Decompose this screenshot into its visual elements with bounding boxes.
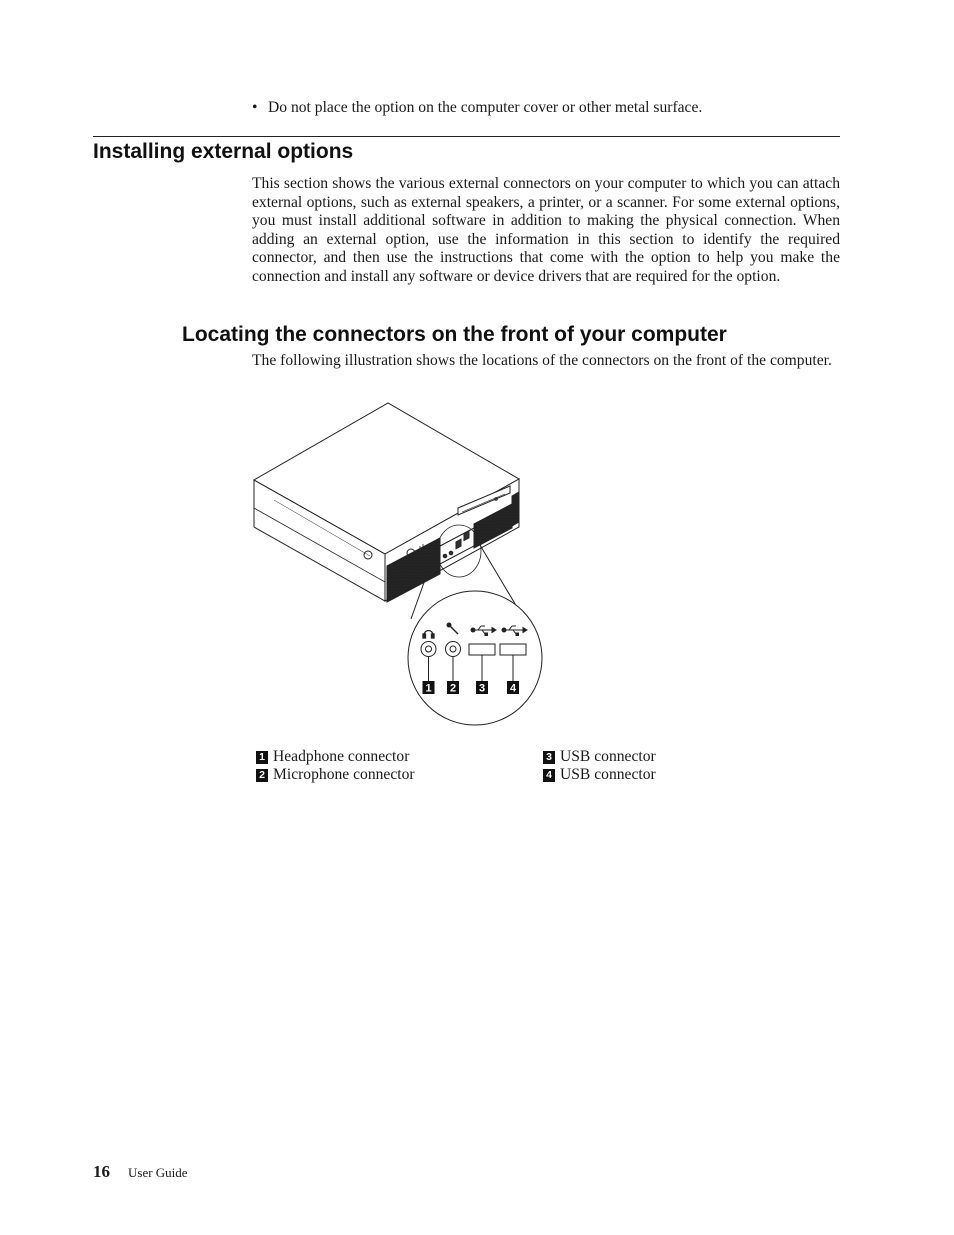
legend-item (256, 767, 415, 786)
subsection-heading: Locating the connectors on the front of your computer (182, 323, 727, 346)
page-footer (93, 1162, 188, 1182)
section-paragraph: This section shows the various external connectors on your computer to which you can attach external options, such as external speakers, a printer, or a scanner. For some external options, you must install additional software in addition to making the physical connection. When adding an external option, use the information in this section to identify the required connector, and then use the instructions that come with the option to help you make the connection and install any software or device drivers that are required for the option. (252, 175, 840, 285)
legend-item (543, 767, 656, 786)
page-number: 16 (93, 1162, 110, 1181)
legend-column-right (543, 748, 656, 785)
subsection-paragraph: The following illustration shows the locations of the connectors on the front of the computer. (252, 352, 832, 369)
section-divider (93, 136, 840, 137)
callout-label: 4 (509, 682, 517, 695)
legend-badge: 2 (256, 769, 268, 782)
legend-label: USB connector (560, 747, 656, 765)
legend-badge: 3 (543, 751, 555, 764)
legend-label: USB connector (560, 766, 656, 784)
legend-item (256, 748, 415, 767)
legend-badge: 1 (256, 751, 268, 764)
bullet-dot: • (252, 99, 258, 116)
legend-label: Microphone connector (273, 766, 415, 784)
section-heading: Installing external options (93, 140, 354, 163)
bullet-item (252, 99, 852, 118)
legend-item (543, 748, 656, 767)
callout-label: 1 (425, 682, 432, 695)
callout-label: 3 (478, 682, 486, 695)
computer-case (254, 403, 519, 602)
legend-badge: 4 (543, 769, 555, 782)
computer-front-illustration (230, 396, 560, 756)
legend-column-left (256, 748, 415, 785)
footer-title: User Guide (128, 1165, 188, 1180)
legend-label: Headphone connector (273, 747, 410, 765)
bullet-text: Do not place the option on the computer cover or other metal surface. (268, 99, 703, 116)
callout-label: 2 (449, 682, 457, 695)
